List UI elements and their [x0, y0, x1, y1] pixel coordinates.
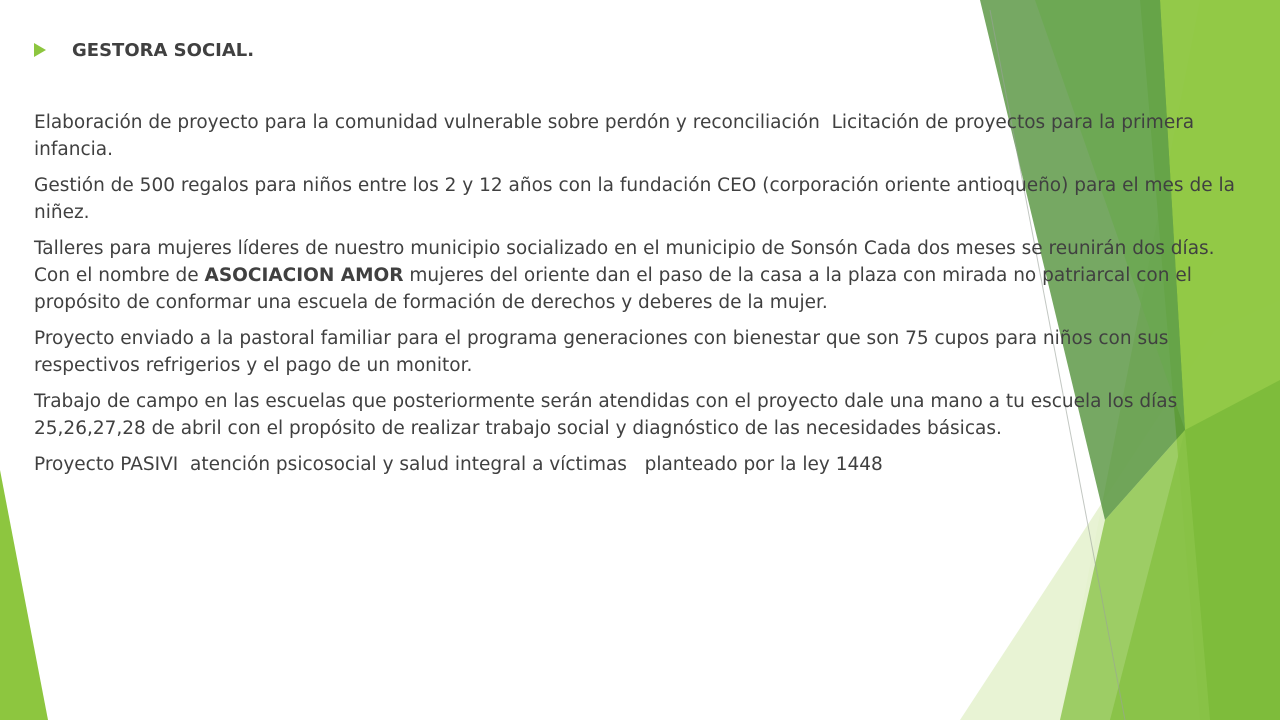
paragraph-3 — [34, 235, 1244, 316]
paragraph-5: Trabajo de campo en las escuelas que posteriormente serán atendidas con el proyecto dale una mano a tu escuela los días 25,26,27,28 de abril con el propósito de realizar trabajo social y diagnóstico de las necesidades básicas. — [34, 391, 1184, 439]
heading-row — [34, 30, 1244, 70]
paragraph-1: Elaboración de proyecto para la comunidad vulnerable sobre perdón y reconciliación Licitación de proyectos para la primera infancia. — [34, 112, 1201, 160]
slide-heading: GESTORA SOCIAL. — [72, 39, 255, 61]
triangle-bullet-icon — [34, 43, 46, 57]
paragraph-3-before: Talleres para mujeres líderes de nuestro municipio socializado en el municipio de Sonsón Cada dos meses se reunirán dos días. Con el nombre de — [34, 238, 1227, 286]
paragraph-3-after: mujeres del oriente dan el paso de la casa a la plaza con mirada no patriarcal con el propósito de conformar una escuela de formación de derechos y deberes de la mujer. — [34, 265, 1198, 313]
left-edge-shape — [0, 470, 48, 720]
paragraph-4: Proyecto enviado a la pastoral familiar para el programa generaciones con bienestar que son 75 cupos para niños con sus respectivos refrigerios y el pago de un monitor. — [34, 328, 1175, 376]
paragraph-list — [34, 109, 1244, 478]
paragraph-3-bold: ASOCIACION AMOR — [204, 265, 404, 286]
slide-content — [34, 30, 1244, 487]
paragraph-6: Proyecto PASIVI atención psicosocial y salud integral a víctimas planteado por la ley 1448 — [34, 454, 883, 475]
paragraph-2: Gestión de 500 regalos para niños entre los 2 y 12 años con la fundación CEO (corporación oriente antioqueño) para el mes de la niñez. — [34, 175, 1241, 223]
